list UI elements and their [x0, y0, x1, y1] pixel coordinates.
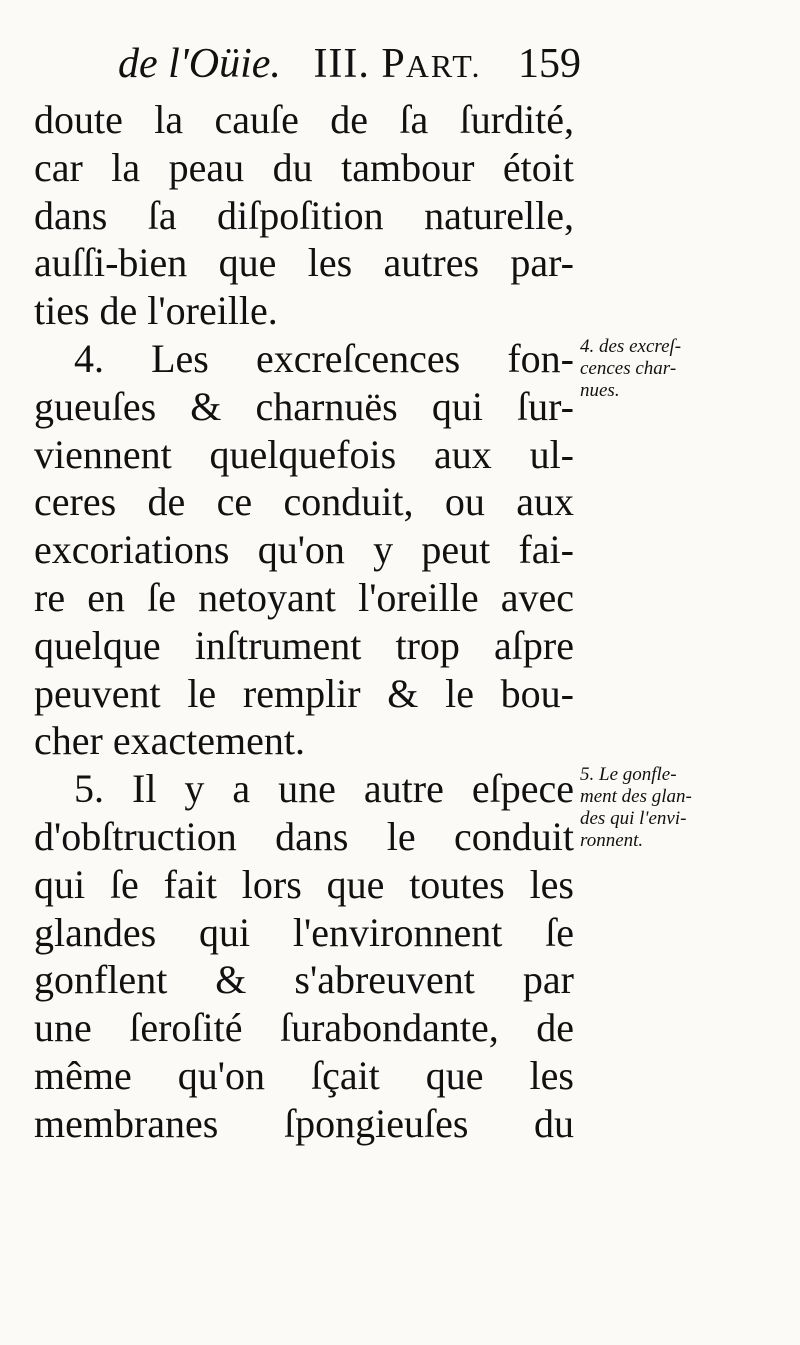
text-line: doute la cauſe de ſa ſurdité, — [34, 97, 574, 142]
margin-note-5 — [580, 764, 692, 852]
text-line: ties de l'oreille. — [34, 288, 278, 334]
margin-note-line: 5. Le gonfle- — [580, 764, 677, 785]
margin-note-line: cences char- — [580, 358, 677, 379]
text-line: dans ſa diſpoſition naturelle, — [34, 192, 574, 238]
text-line: auſſi-bien que les autres par- — [34, 240, 574, 286]
text-line: re en ſe netoyant l'oreille avec — [34, 574, 574, 620]
text-line: cher exactement. — [34, 718, 305, 764]
text-line: gueuſes & charnuës qui ſur- — [34, 383, 574, 429]
text-line: qui ſe fait lors que toutes les — [34, 861, 574, 907]
text-line: gonflent & s'abreuvent par — [34, 957, 574, 1003]
text-line: glandes qui l'environnent ſe — [34, 909, 574, 955]
text-line: excoriations qu'on y peut fai- — [34, 527, 574, 573]
page-number: 159 — [518, 41, 581, 87]
margin-note-line: des qui l'envi- — [580, 808, 687, 829]
margin-note-line: nues. — [580, 380, 620, 401]
text-line: 4. Les excreſcences fon- — [74, 335, 574, 381]
text-line: ceres de ce conduit, ou aux — [34, 479, 574, 525]
text-line: viennent quelquefois aux ul- — [34, 431, 574, 477]
text-line: quelque inſtrument trop aſpre — [34, 622, 574, 668]
margin-note-line: ronnent. — [580, 830, 644, 851]
text-line: d'obſtruction dans le conduit — [34, 813, 574, 859]
part-label: III. PART. — [313, 41, 482, 87]
running-header — [118, 40, 588, 88]
text-line: peuvent le remplir & le bou- — [34, 670, 574, 716]
text-line: membranes ſpongieuſes du — [34, 1100, 574, 1146]
margin-note-line: ment des glan- — [580, 786, 692, 807]
text-line: car la peau du tambour étoit — [34, 144, 574, 190]
body-text — [34, 96, 574, 1148]
running-title: de l'Oüie. — [118, 41, 281, 87]
margin-note-4 — [580, 336, 681, 402]
text-line: même qu'on ſçait que les — [34, 1052, 574, 1098]
text-line: une ſeroſité ſurabondante, de — [34, 1005, 574, 1051]
margin-note-line: 4. des excreſ- — [580, 336, 682, 357]
text-line: 5. Il y a une autre eſpece — [74, 766, 574, 812]
